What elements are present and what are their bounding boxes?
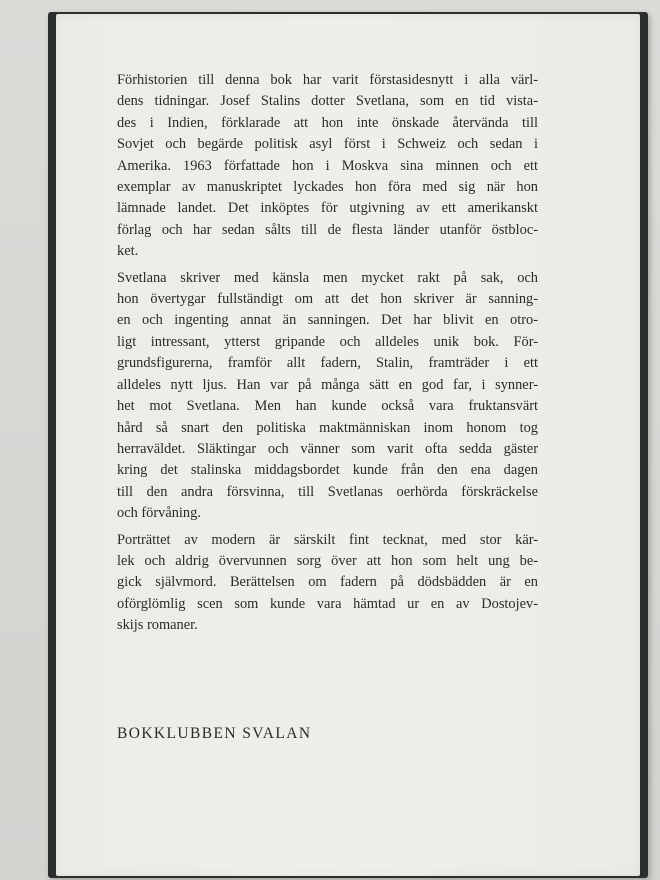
blurb-paragraph-3: [117, 530, 538, 637]
blurb-line: Amerika. 1963 författade hon i Moskva sina minnen och ett: [117, 157, 538, 174]
blurb-line: des i Indien, förklarade att hon inte önskade återvända till: [117, 114, 538, 131]
blurb-line: en och ingenting annat än sanningen. Det har blivit en otro-: [117, 312, 538, 329]
blurb-line: alldeles nytt ljus. Han var på många sätt en god far, i synner-: [117, 376, 538, 393]
blurb-line: lek och aldrig övervunnen sorg över att hon som helt ung be-: [117, 552, 538, 569]
blurb-line: Sovjet och begärde politisk asyl först i Schweiz och sedan i: [117, 136, 538, 153]
blurb-paragraph-2: [117, 268, 538, 525]
blurb-line: Porträttet av modern är särskilt fint tecknat, med stor kär-: [117, 531, 538, 548]
blurb-line: förlag och har sedan sålts till de flesta länder utanför östbloc-: [117, 221, 538, 238]
blurb-line: het mot Svetlana. Men han kunde också vara fruktansvärt: [117, 398, 538, 415]
blurb-line: dens tidningar. Josef Stalins dotter Svetlana, som en tid vista-: [117, 93, 538, 110]
blurb-line: exemplar av manuskriptet lyckades hon föra med sig när hon: [117, 179, 538, 196]
blurb-line: till den andra försvinna, till Svetlanas oerhörda förskräckelse: [117, 483, 538, 500]
blurb-line: skijs romaner.: [117, 617, 198, 634]
blurb-line: herraväldet. Släktingar och vänner som varit ofta sedda gäster: [117, 440, 538, 457]
blurb-line: Svetlana skriver med känsla men mycket rakt på sak, och: [117, 269, 538, 286]
blurb-line: hård så snart den politiska maktmänniskan inom honom tog: [117, 419, 538, 436]
blurb-line: Förhistorien till denna bok har varit förstasidesnytt i alla värl-: [117, 72, 538, 88]
blurb-line: ligt intressant, ytterst gripande och alldeles unik bok. För-: [117, 333, 538, 350]
blurb-line: grundsfigurerna, framför allt fadern, Stalin, framträder i ett: [117, 355, 538, 372]
blurb-line: hon övertygar fullständigt om att det hon skriver är sanning-: [117, 291, 538, 308]
blurb-line: och förvåning.: [117, 505, 201, 522]
blurb-line: lämnade landet. Det inköptes för utgivning av ett amerikanskt: [117, 200, 538, 217]
blurb-line: gick självmord. Berättelsen om fadern på dödsbädden är en: [117, 574, 538, 591]
blurb-line: kring det stalinska middagsbordet kunde från den ena dagen: [117, 462, 538, 479]
blurb-paragraph-1: [117, 70, 538, 263]
publisher-imprint: BOKKLUBBEN SVALAN: [117, 725, 312, 742]
blurb-line: ket.: [117, 243, 139, 260]
blurb-line: oförglömlig scen som kunde vara hämtad ur en av Dostojev-: [117, 595, 538, 612]
blurb-text: [117, 70, 538, 637]
